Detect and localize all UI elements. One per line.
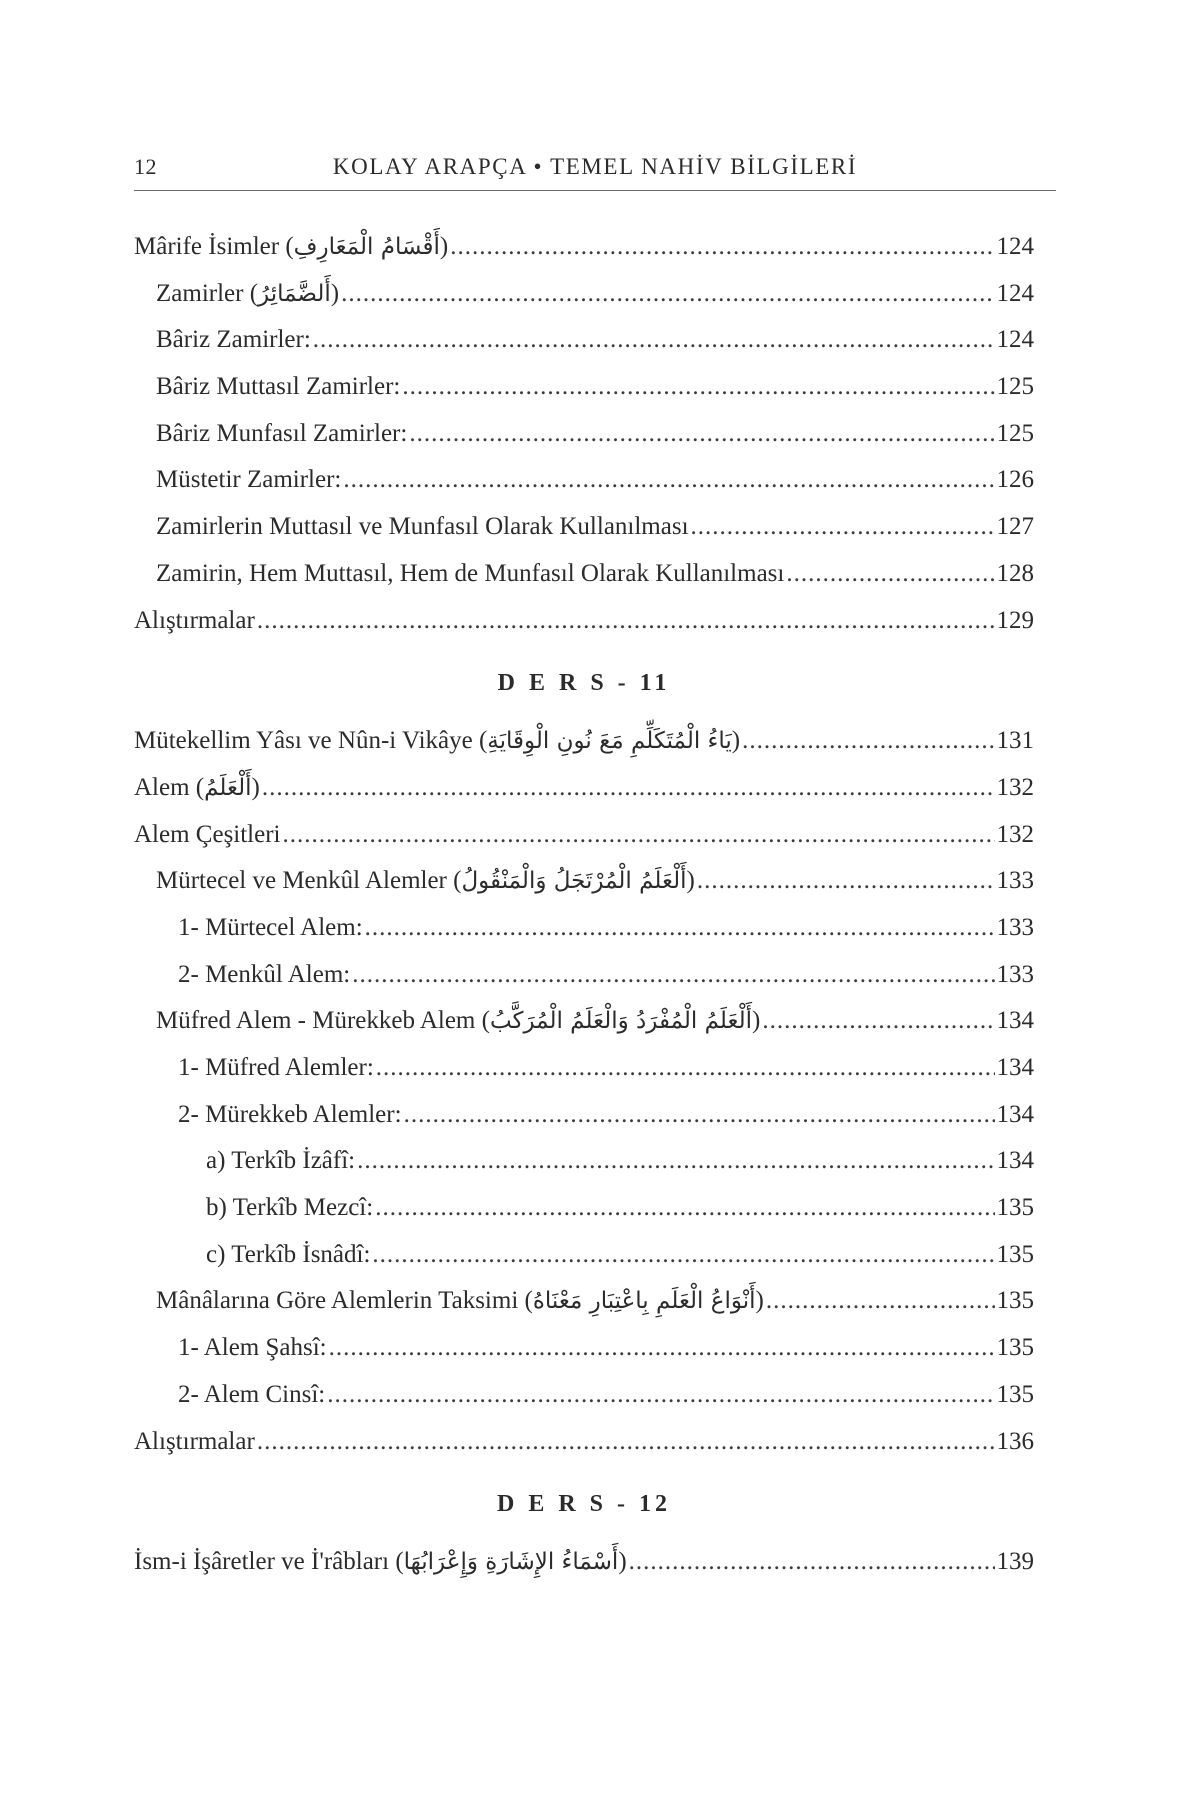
toc-entry-title: İsm-i İşâretler ve İ'râbları (أَسْمَاءُ الإِشَارَةِ وَإِعْرَابُهَا) [134, 1548, 627, 1576]
toc-entry-title: Alem Çeşitleri [134, 820, 281, 848]
toc-entry[interactable] [134, 504, 1034, 551]
dot-leader [766, 1278, 995, 1325]
toc-entry-title: Zamirler (أَلضَّمَائِرُ) [156, 279, 340, 307]
arabic-term: أَلْعَلَمُ الْمُفْرَدُ وَالْعَلَمُ الْمُرَكَّبُ [489, 1008, 753, 1035]
toc-entry[interactable] [134, 551, 1034, 598]
toc-page-number: 133 [996, 960, 1034, 988]
arabic-term: يَاءُ الْمُتَكَلِّمِ مَعَ نُونِ الْوِقَايَةِ [487, 728, 732, 755]
toc-page-number: 135 [996, 1334, 1034, 1362]
toc-entry[interactable] [134, 718, 1034, 765]
dot-leader [375, 1185, 994, 1232]
toc-page-number: 135 [996, 1287, 1034, 1315]
dot-leader [376, 1045, 995, 1092]
toc-page-number: 127 [996, 513, 1034, 541]
toc-entry[interactable] [134, 1372, 1034, 1419]
toc-entry-title: Alıştırmalar [134, 606, 255, 634]
toc-page-number: 132 [996, 820, 1034, 848]
toc-page-number: 134 [996, 1147, 1034, 1175]
toc-page-number: 131 [996, 727, 1034, 755]
toc-entry[interactable] [134, 905, 1034, 952]
dot-leader [283, 812, 995, 859]
toc-page-number: 134 [996, 1100, 1034, 1128]
toc-entry-title: Bâriz Muttasıl Zamirler: [156, 373, 401, 401]
toc-entry[interactable] [134, 952, 1034, 999]
toc-page-number: 124 [996, 326, 1034, 354]
toc-page-number: 124 [996, 279, 1034, 307]
arabic-term: أَلضَّمَائِرُ [258, 280, 331, 307]
dot-leader [341, 271, 994, 318]
toc-page-number: 136 [996, 1427, 1034, 1455]
toc-page-number: 125 [996, 419, 1034, 447]
running-title: KOLAY ARAPÇA • TEMEL NAHİV BİLGİLERİ [332, 154, 858, 179]
dot-leader [329, 1325, 995, 1372]
toc-entry[interactable] [134, 224, 1034, 271]
toc-page-number: 133 [996, 913, 1034, 941]
dot-leader [372, 1232, 994, 1279]
toc-entry-title: Mütekellim Yâsı ve Nûn-i Vikâye (يَاءُ الْمُتَكَلِّمِ مَعَ نُونِ الْوِقَايَةِ) [134, 727, 741, 755]
dot-leader [343, 457, 994, 504]
toc-entry[interactable] [134, 765, 1034, 812]
arabic-term: أَنْوَاعُ الْعَلَمِ بِاعْتِبَارِ مَعْنَاهُ [532, 1288, 756, 1315]
toc-entry-title: Alem (أَلْعَلَمُ) [134, 773, 260, 801]
toc-entry-title: c) Terkîb İsnâdî: [206, 1240, 371, 1268]
dot-leader [742, 718, 994, 765]
dot-leader [409, 411, 994, 458]
toc-entry-title: Mârife İsimler (أَقْسَامُ الْمَعَارِفِ) [134, 233, 449, 260]
dot-leader [327, 1372, 994, 1419]
toc-entry-title: Bâriz Zamirler: [156, 326, 311, 354]
arabic-term: أَلْعَلَمُ [204, 774, 252, 801]
toc-entry[interactable] [134, 858, 1034, 905]
toc-entry[interactable] [134, 1278, 1034, 1325]
toc-entry-title: 2- Menkûl Alem: [178, 960, 351, 988]
toc-entry[interactable] [134, 317, 1034, 364]
toc-page-number: 133 [996, 867, 1034, 895]
toc-entry[interactable] [134, 1185, 1034, 1232]
dot-leader [262, 765, 995, 812]
toc-entry[interactable] [134, 1325, 1034, 1372]
toc-entry[interactable] [134, 1092, 1034, 1139]
toc-page-number: 129 [996, 606, 1034, 634]
toc-entry[interactable] [134, 457, 1034, 504]
toc-entry[interactable] [134, 1539, 1034, 1586]
toc-page-number: 125 [996, 373, 1034, 401]
toc-entry[interactable] [134, 411, 1034, 458]
toc-page-number: 134 [996, 1007, 1034, 1035]
toc-entry[interactable] [134, 271, 1034, 318]
toc-entry-title: a) Terkîb İzâfî: [206, 1147, 356, 1175]
dot-leader [365, 905, 995, 952]
dot-leader [313, 317, 995, 364]
toc-entry[interactable] [134, 998, 1034, 1045]
section-heading-ders-12: D E R S - 12 [496, 1491, 671, 1518]
toc-entry-title: b) Terkîb Mezcî: [206, 1194, 374, 1222]
toc-entry-title: Mürtecel ve Menkûl Alemler (أَلْعَلَمُ الْمُرْتَجَلُ وَالْمَنْقُولُ) [156, 867, 695, 895]
toc-entry[interactable] [134, 812, 1034, 859]
dot-leader [352, 952, 994, 999]
arabic-term: أَقْسَامُ الْمَعَارِفِ [293, 234, 440, 260]
toc-page-number: 135 [996, 1380, 1034, 1408]
toc-entry-title: 1- Müfred Alemler: [178, 1054, 374, 1081]
dot-leader [357, 1138, 994, 1185]
section-heading-ders-11: D E R S - 11 [497, 670, 671, 697]
toc-entry-title: Müfred Alem - Mürekkeb Alem (أَلْعَلَمُ الْمُفْرَدُ وَالْعَلَمُ الْمُرَكَّبُ) [156, 1007, 761, 1035]
dot-leader [697, 858, 995, 905]
arabic-term: أَسْمَاءُ الإِشَارَةِ وَإِعْرَابُهَا [403, 1549, 619, 1576]
toc-entry-title: Mânâlarına Göre Alemlerin Taksimi (أَنْوَاعُ الْعَلَمِ بِاعْتِبَارِ مَعْنَاهُ) [156, 1287, 764, 1315]
toc-entry-title: Bâriz Munfasıl Zamirler: [156, 419, 408, 447]
dot-leader [257, 1419, 995, 1466]
toc-entry-title: Zamirlerin Muttasıl ve Munfasıl Olarak Kullanılması [156, 513, 689, 541]
toc-entry-title: 2- Mürekkeb Alemler: [178, 1100, 402, 1128]
toc-entry-title: Müstetir Zamirler: [156, 466, 342, 494]
arabic-term: أَلْعَلَمُ الْمُرْتَجَلُ وَالْمَنْقُولُ [461, 868, 687, 895]
toc-page-number: 135 [996, 1194, 1034, 1222]
dot-leader [629, 1539, 995, 1586]
toc-entry[interactable] [134, 1045, 1034, 1092]
dot-leader [404, 1092, 995, 1139]
toc-page-number: 135 [996, 1240, 1034, 1268]
toc-page-number: 128 [996, 559, 1034, 587]
dot-leader [691, 504, 995, 551]
table-of-contents [134, 224, 1034, 1586]
dot-leader [450, 224, 994, 271]
toc-entry-title: 2- Alem Cinsî: [178, 1380, 326, 1408]
toc-entry-title: Alıştırmalar [134, 1427, 255, 1455]
toc-entry-title: 1- Alem Şahsî: [178, 1334, 327, 1362]
dot-leader [762, 998, 994, 1045]
toc-page-number: 132 [996, 773, 1034, 801]
page-header [134, 150, 1056, 191]
toc-entry[interactable] [134, 364, 1034, 411]
toc-entry-title: Zamirin, Hem Muttasıl, Hem de Munfasıl Olarak Kullanılması [156, 559, 785, 587]
dot-leader [257, 598, 995, 645]
toc-entry[interactable] [134, 1419, 1034, 1466]
toc-entry[interactable] [134, 1138, 1034, 1185]
toc-page-number: 124 [996, 233, 1034, 260]
toc-page-number: 126 [996, 466, 1034, 494]
dot-leader [402, 364, 994, 411]
toc-page-number: 134 [996, 1054, 1034, 1081]
page-number: 12 [134, 154, 157, 179]
toc-entry-title: 1- Mürtecel Alem: [178, 913, 363, 941]
toc-page-number: 139 [996, 1548, 1034, 1576]
toc-entry[interactable] [134, 598, 1034, 645]
toc-entry[interactable] [134, 1232, 1034, 1279]
dot-leader [786, 551, 994, 598]
